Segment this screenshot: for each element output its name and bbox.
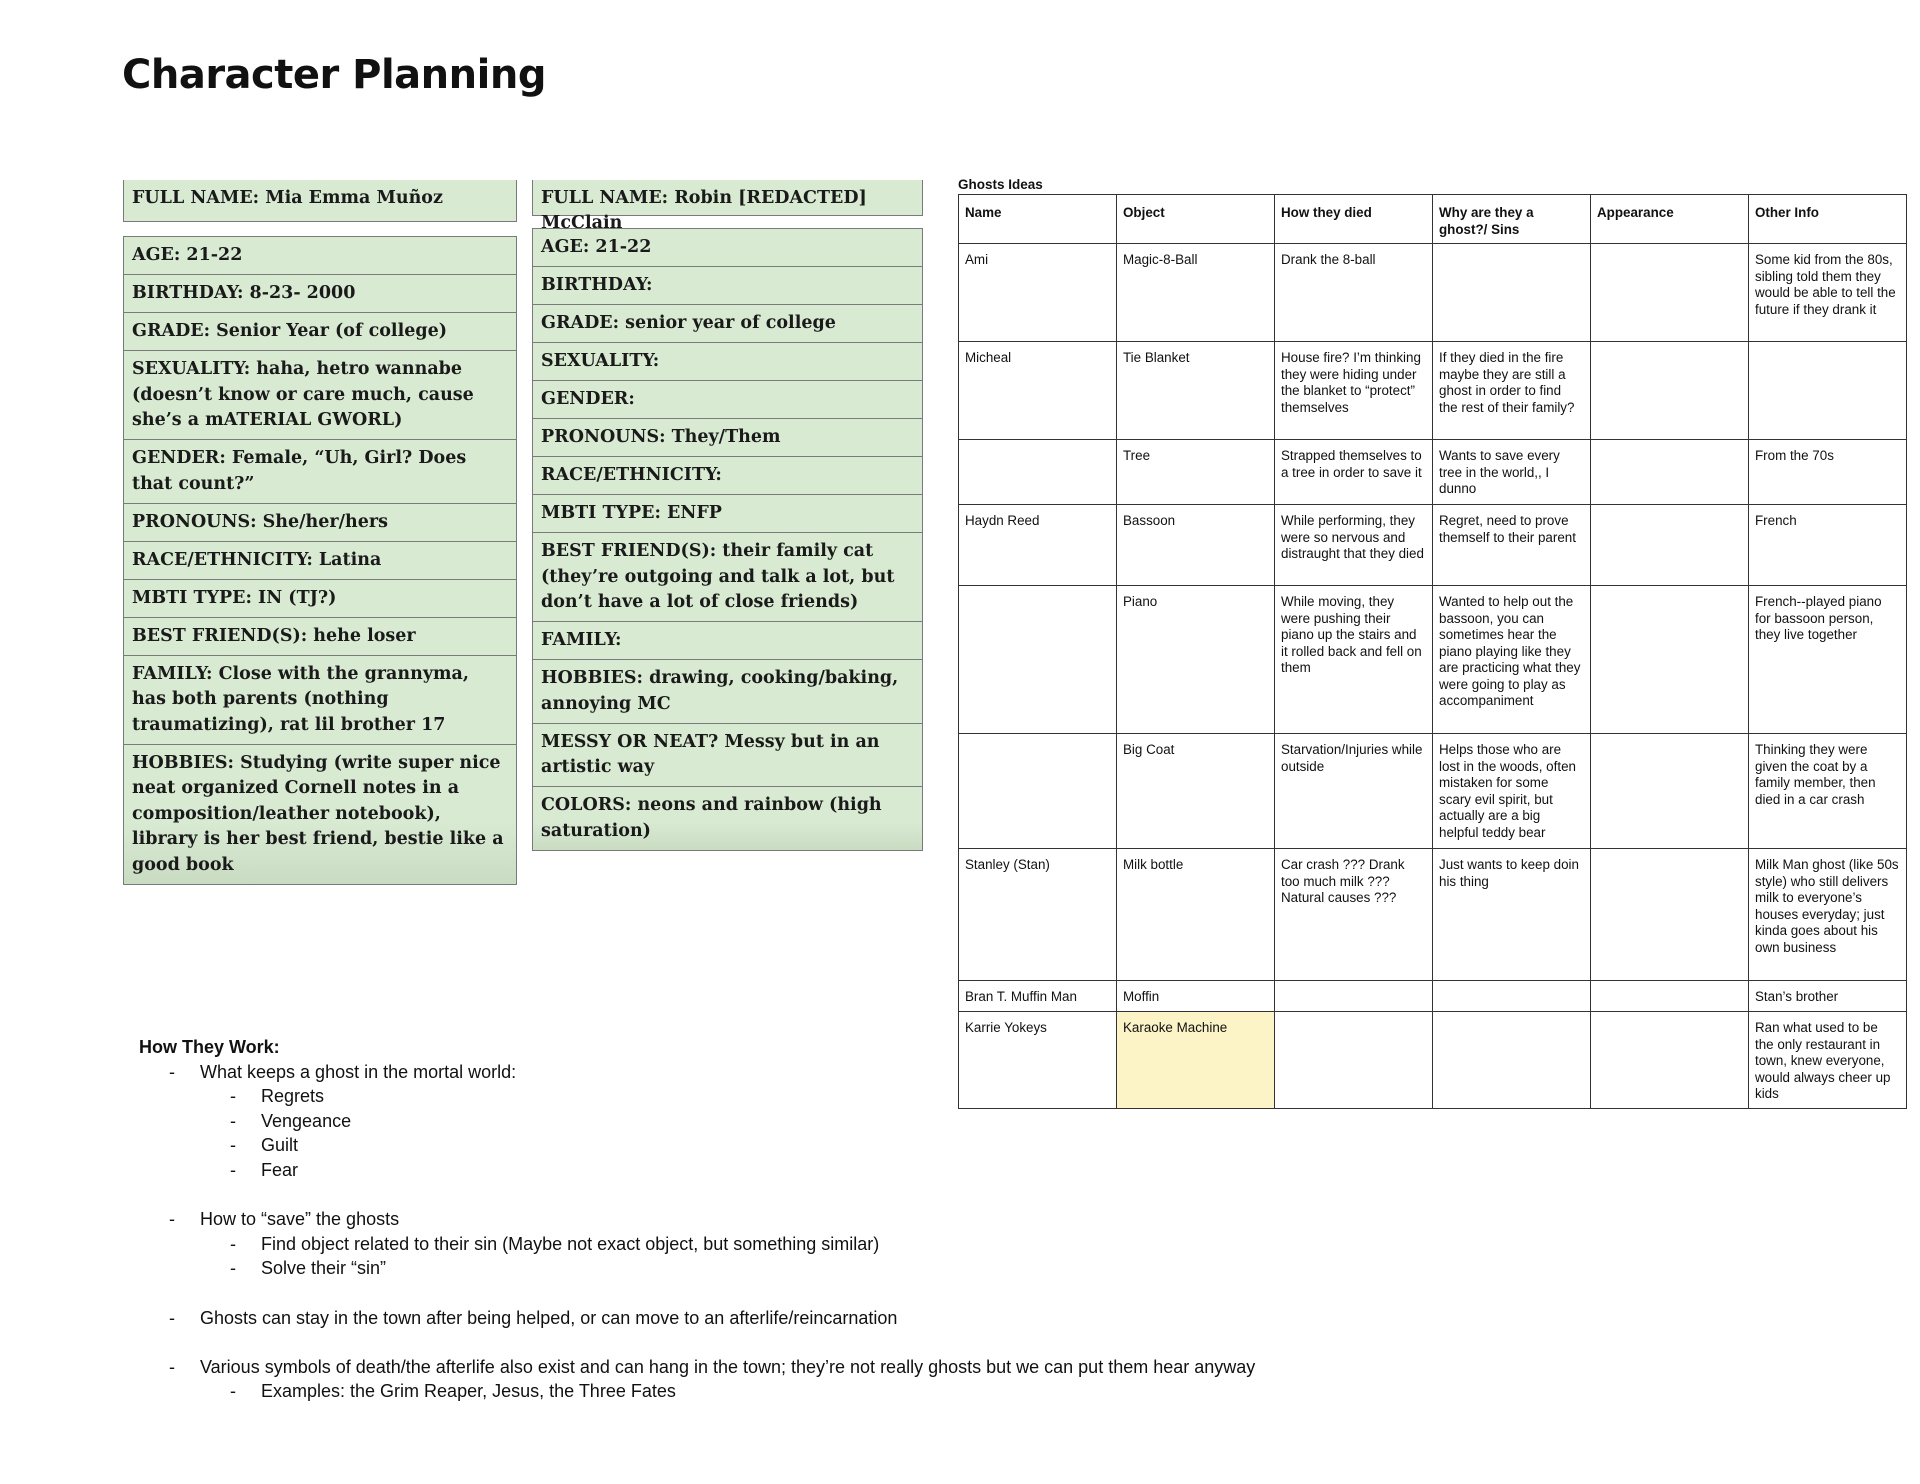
table-row: [959, 244, 1907, 342]
cell-name: Karrie Yokeys: [959, 1012, 1117, 1109]
column-header-appearance: Appearance: [1591, 195, 1749, 244]
field-hobbies: HOBBIES: drawing, cooking/baking, annoying MC: [532, 659, 923, 724]
cell-how-died: Starvation/Injuries while outside: [1275, 734, 1433, 849]
field-best-friends: BEST FRIEND(S): hehe loser: [123, 617, 517, 657]
cell-how-died: House fire? I’m thinking they were hiding under the blanket to “protect” themselves: [1275, 342, 1433, 440]
cell-object: Tie Blanket: [1117, 342, 1275, 440]
field-full-name: FULL NAME: Robin [REDACTED] McClain: [532, 180, 923, 216]
field-gender: GENDER:: [532, 380, 923, 420]
cell-other-info: Milk Man ghost (like 50s style) who still delivers milk to everyone’s houses everyday; just kinda goes about his own business: [1749, 849, 1907, 981]
cell-other-info: From the 70s: [1749, 440, 1907, 505]
cell-why-ghost: [1433, 1012, 1591, 1109]
cell-name: [959, 440, 1117, 505]
list-item: - What keeps a ghost in the mortal world:: [169, 1061, 517, 1082]
cell-appearance: [1591, 440, 1749, 505]
field-pronouns: PRONOUNS: She/her/hers: [123, 503, 517, 543]
field-hobbies: HOBBIES: Studying (write super nice neat organized Cornell notes in a composition/leather notebook), library is her best friend, bestie like a good book: [123, 744, 517, 886]
cell-how-died: [1275, 981, 1433, 1012]
table-row: [959, 734, 1907, 849]
field-age: AGE: 21-22: [123, 236, 517, 276]
cell-how-died: [1275, 1012, 1433, 1109]
cell-name: Ami: [959, 244, 1117, 342]
cell-why-ghost: [1433, 981, 1591, 1012]
character-card-robin: [532, 180, 923, 908]
sub-list-item-text: Vengeance: [261, 1110, 352, 1131]
field-age: AGE: 21-22: [532, 228, 923, 268]
field-full-name: FULL NAME: Mia Emma Muñoz: [123, 180, 517, 222]
cell-why-ghost: Regret, need to prove themself to their parent: [1433, 505, 1591, 586]
cell-object: Bassoon: [1117, 505, 1275, 586]
field-birthday: BIRTHDAY: 8-23- 2000: [123, 274, 517, 314]
field-grade: GRADE: senior year of college: [532, 304, 923, 344]
ghost-ideas-table: [958, 194, 1907, 1109]
field-messy-or-neat: MESSY OR NEAT? Messy but in an artistic way: [532, 723, 923, 788]
list-item-text: What keeps a ghost in the mortal world:: [200, 1061, 517, 1082]
field-family: FAMILY: Close with the grannyma, has both parents (nothing traumatizing), rat lil brother 17: [123, 655, 517, 746]
table-row: [959, 586, 1907, 734]
sub-list-item: - Fear: [230, 1159, 299, 1180]
cell-object: Moffin: [1117, 981, 1275, 1012]
cell-appearance: [1591, 734, 1749, 849]
cell-other-info: [1749, 342, 1907, 440]
sub-list-item-text: Fear: [261, 1159, 299, 1180]
field-best-friends: BEST FRIEND(S): their family cat (they’re outgoing and talk a lot, but don’t have a lot of close friends): [532, 532, 923, 623]
sub-list-item: - Guilt: [230, 1135, 299, 1156]
cell-object: Piano: [1117, 586, 1275, 734]
cell-object: Tree: [1117, 440, 1275, 505]
cell-other-info: Ran what used to be the only restaurant in town, knew everyone, would always cheer up kids: [1749, 1012, 1907, 1109]
sub-list-item: - Find object related to their sin (Maybe not exact object, but something similar): [230, 1233, 880, 1254]
character-card-mia: [123, 180, 517, 908]
cell-name: [959, 734, 1117, 849]
cell-object: Milk bottle: [1117, 849, 1275, 981]
table-row: [959, 849, 1907, 981]
column-header-object: Object: [1117, 195, 1275, 244]
list-item: - How to “save” the ghosts: [169, 1209, 400, 1230]
cell-how-died: Strapped themselves to a tree in order to save it: [1275, 440, 1433, 505]
cell-object: Big Coat: [1117, 734, 1275, 849]
column-header-other-info: Other Info: [1749, 195, 1907, 244]
sub-list-item: - Regrets: [230, 1086, 325, 1107]
cell-appearance: [1591, 586, 1749, 734]
cell-how-died: Drank the 8-ball: [1275, 244, 1433, 342]
cell-appearance: [1591, 342, 1749, 440]
cell-appearance: [1591, 244, 1749, 342]
column-header-how-they-died: How they died: [1275, 195, 1433, 244]
how-they-work-notes: [139, 1035, 1255, 1404]
field-race-ethnicity: RACE/ETHNICITY: Latina: [123, 541, 517, 581]
list-item-text: Ghosts can stay in the town after being helped, or can move to an afterlife/reincarnation: [200, 1307, 898, 1328]
cell-how-died: Car crash ??? Drank too much milk ??? Natural causes ???: [1275, 849, 1433, 981]
cell-why-ghost: Just wants to keep doin his thing: [1433, 849, 1591, 981]
cell-why-ghost: Helps those who are lost in the woods, often mistaken for some scary evil spirit, but actually are a big helpful teddy bear: [1433, 734, 1591, 849]
cell-object: Karaoke Machine: [1117, 1012, 1275, 1109]
table-row: [959, 981, 1907, 1012]
cell-other-info: Thinking they were given the coat by a family member, then died in a car crash: [1749, 734, 1907, 849]
field-gender: GENDER: Female, “Uh, Girl? Does that count?”: [123, 439, 517, 504]
cell-appearance: [1591, 505, 1749, 586]
page-title: Character Planning: [122, 52, 546, 98]
field-birthday: BIRTHDAY:: [532, 266, 923, 306]
field-grade: GRADE: Senior Year (of college): [123, 312, 517, 352]
cell-why-ghost: If they died in the fire maybe they are still a ghost in order to find the rest of their family?: [1433, 342, 1591, 440]
cell-why-ghost: Wanted to help out the bassoon, you can sometimes hear the piano playing like they are practicing what they were going to play as accompaniment: [1433, 586, 1591, 734]
cell-name: [959, 586, 1117, 734]
cell-why-ghost: Wants to save every tree in the world,, I dunno: [1433, 440, 1591, 505]
cell-how-died: While moving, they were pushing their piano up the stairs and it rolled back and fell on them: [1275, 586, 1433, 734]
list-item-text: How to “save” the ghosts: [200, 1209, 400, 1230]
table-row: [959, 505, 1907, 586]
cell-name: Bran T. Muffin Man: [959, 981, 1117, 1012]
table-header-row: [959, 195, 1907, 244]
cell-name: Haydn Reed: [959, 505, 1117, 586]
cell-name: Stanley (Stan): [959, 849, 1117, 981]
list-item-text: Various symbols of death/the afterlife also exist and can hang in the town; they’re not really ghosts but we can put them hear anyway: [200, 1356, 1256, 1377]
sub-list-item-text: Guilt: [261, 1135, 299, 1156]
cell-how-died: While performing, they were so nervous and distraught that they died: [1275, 505, 1433, 586]
field-pronouns: PRONOUNS: They/Them: [532, 418, 923, 458]
cell-other-info: French--played piano for bassoon person, they live together: [1749, 586, 1907, 734]
list-item: - Various symbols of death/the afterlife also exist and can hang in the town; they’re not really ghosts but we can put them hear anyway: [169, 1356, 1256, 1377]
table-row: [959, 440, 1907, 505]
table-row: [959, 342, 1907, 440]
column-header-name: Name: [959, 195, 1117, 244]
sub-list-item-text: Regrets: [261, 1086, 325, 1107]
field-sexuality: SEXUALITY:: [532, 342, 923, 382]
cell-appearance: [1591, 1012, 1749, 1109]
sub-list-item-text: Find object related to their sin (Maybe not exact object, but something similar): [261, 1233, 880, 1254]
ghost-table-caption: Ghosts Ideas: [958, 177, 1043, 192]
field-mbti-type: MBTI TYPE: ENFP: [532, 494, 923, 534]
sub-list-item: - Vengeance: [230, 1110, 352, 1131]
cell-other-info: Stan’s brother: [1749, 981, 1907, 1012]
cell-appearance: [1591, 981, 1749, 1012]
sub-list-item: - Examples: the Grim Reaper, Jesus, the Three Fates: [230, 1381, 676, 1402]
cell-appearance: [1591, 849, 1749, 981]
field-mbti-type: MBTI TYPE: IN (TJ?): [123, 579, 517, 619]
cell-other-info: Some kid from the 80s, sibling told them they would be able to tell the future if they drank it: [1749, 244, 1907, 342]
list-item: - Ghosts can stay in the town after being helped, or can move to an afterlife/reincarnation: [169, 1307, 898, 1328]
field-colors: COLORS: neons and rainbow (high saturation): [532, 786, 923, 851]
cell-other-info: French: [1749, 505, 1907, 586]
sub-list-item-text: Examples: the Grim Reaper, Jesus, the Three Fates: [261, 1381, 676, 1402]
column-header-why-ghost: Why are they a ghost?/ Sins: [1433, 195, 1591, 244]
notes-heading: How They Work:: [139, 1037, 280, 1057]
field-race-ethnicity: RACE/ETHNICITY:: [532, 456, 923, 496]
cell-object: Magic-8-Ball: [1117, 244, 1275, 342]
cell-name: Micheal: [959, 342, 1117, 440]
cell-why-ghost: [1433, 244, 1591, 342]
sub-list-item: - Solve their “sin”: [230, 1258, 387, 1279]
field-sexuality: SEXUALITY: haha, hetro wannabe (doesn’t know or care much, cause she’s a mATERIAL GWORL): [123, 350, 517, 441]
field-family: FAMILY:: [532, 621, 923, 661]
sub-list-item-text: Solve their “sin”: [261, 1258, 387, 1279]
